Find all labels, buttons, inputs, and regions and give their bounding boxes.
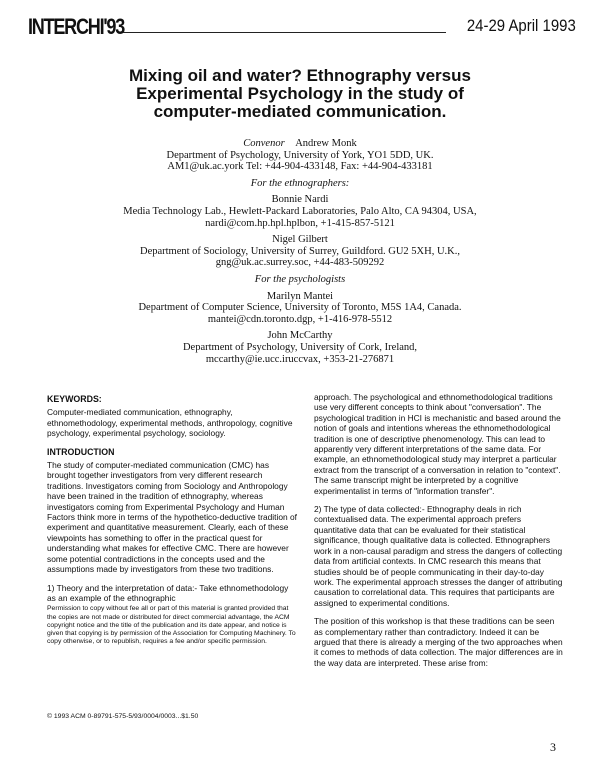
convenor-line <box>40 138 560 150</box>
author-affiliation: Department of Psychology, University of Cork, Ireland, <box>182 341 418 353</box>
intro-paragraph: The study of computer-mediated communication (CMC) has brought together investigators from very different research traditions. Investigators coming from Sociology and Anthropology have been trained in the tradition of ethnography, whereas investigators coming from Experimental Psychology and Human Factors think more in terms of the hypothetico-deductive tradition of experiment and quantitative measurement. Clearly, each of these viewpoints has something to offer in the practical quest for understanding what makes for effective CMC. There are however some potential contradictions in the concepts used and the assumptions made by investigators from these two traditions. <box>47 460 297 575</box>
keywords-text: Computer-mediated communication, ethnography, ethnomethodology, experimental methods, anthropology, cognitive psychology, experimental psychology, sociology. <box>47 407 293 439</box>
author-name: Marilyn Mantei <box>266 290 334 302</box>
author-block <box>40 138 560 365</box>
convenor-name: Andrew Monk <box>295 138 357 149</box>
intro-paragraph: 1) Theory and the interpretation of data:- Take ethnomethodology as an example of the ethnographic <box>47 582 289 603</box>
author-contact: nardi@com.hp.hpl.hplbon, +1-415-857-5121 <box>205 217 395 229</box>
author-name: Bonnie Nardi <box>271 194 329 206</box>
author-contact: mccarthy@ie.ucc.iruccvax, +353-21-276871 <box>205 353 395 365</box>
masthead <box>28 14 576 40</box>
ethnographers-label: For the ethnographers: <box>250 177 350 189</box>
convenor-role: Convenor <box>243 138 285 149</box>
body-paragraph: The position of this workshop is that these traditions can be seen as complementary rather than contradictory. Indeed it can be argued that there is already a merging of the two approaches when it comes to methods of data collection. The major differences are in the way data are interpreted. These arise from: <box>314 616 563 668</box>
copyright-notice: © 1993 ACM 0-89791-575-5/93/0004/0003...$1.50 <box>47 713 199 720</box>
author-contact: mantei@cdn.toronto.dgp, +1-416-978-5512 <box>207 313 393 325</box>
introduction-heading: INTRODUCTION <box>47 446 115 457</box>
author-contact: gng@uk.ac.surrey.soc, +44-483-509292 <box>215 257 385 269</box>
convenor-dept: Department of Psychology, University of York, YO1 5DD, UK. <box>166 149 434 161</box>
author-name: John McCarthy <box>267 330 333 342</box>
psychologists-label: For the psychologists <box>254 273 346 285</box>
body-paragraph: 2) The type of data collected:- Ethnography deals in rich contextualised data. The experimental approach prefers quantitative data that can be evaluated for their statistical significance, though qualitative data is collected. Ethnographers work in a non-causal paradigm and stress the dangers of collecting data from artificial contexts. In CMC research this means that studies should be of people communicating in their day-to-day work. The experimental approach stresses the danger of attributing causation to correlational data. This requires that participants are assigned to experimental conditions. <box>314 504 563 608</box>
page-number: 3 <box>550 740 556 754</box>
conference-date: 24-29 April 1993 <box>467 16 576 35</box>
author-affiliation: Department of Sociology, University of Surrey, Guildford. GU2 5XH, U.K., <box>139 245 460 257</box>
left-column <box>47 394 297 646</box>
paper-title: Mixing oil and water? Ethnography versus Experimental Psychology in the study of computer-mediated communication. <box>129 66 471 121</box>
author-affiliation: Media Technology Lab., Hewlett-Packard Laboratories, Palo Alto, CA 94304, USA, <box>123 205 477 217</box>
author-affiliation: Department of Computer Science, University of Toronto, M5S 1A4, Canada. <box>138 302 462 314</box>
body-paragraph: approach. The psychological and ethnomethodological traditions use very different concepts to think about "conversation". The psychological tradition in HCI is mechanistic and based around the notion of goals and intentions whereas the ethnomethodological tradition is one of descriptive phenomenology. This can lead to apparently very different interpretations of the same data. For example, an ethnomethodological study may interpret a particular extract from the transcript of a conversation in relation to "context". The same transcript might be interpreted by a cognitive experimentalist in terms of "information transfer". <box>314 392 561 496</box>
author-name: Nigel Gilbert <box>272 234 328 246</box>
permission-notice: Permission to copy without fee all or part of this material is granted provided that the copies are not made or distributed for direct commercial advantage, the ACM copyright notice and the title of the publication and its date appear, and notice is given that copying is by permission of the Association for Computing Machinery. To copy otherwise, or to republish, requires a fee and/or specific permission. <box>47 605 296 646</box>
right-column <box>314 392 564 676</box>
keywords-heading: KEYWORDS: <box>47 394 102 404</box>
masthead-rule <box>123 32 446 33</box>
convenor-contact: AM1@uk.ac.york Tel: +44-904-433148, Fax: +44-904-433181 <box>167 161 433 173</box>
conference-logo: INTERCHI'93 <box>28 14 125 39</box>
